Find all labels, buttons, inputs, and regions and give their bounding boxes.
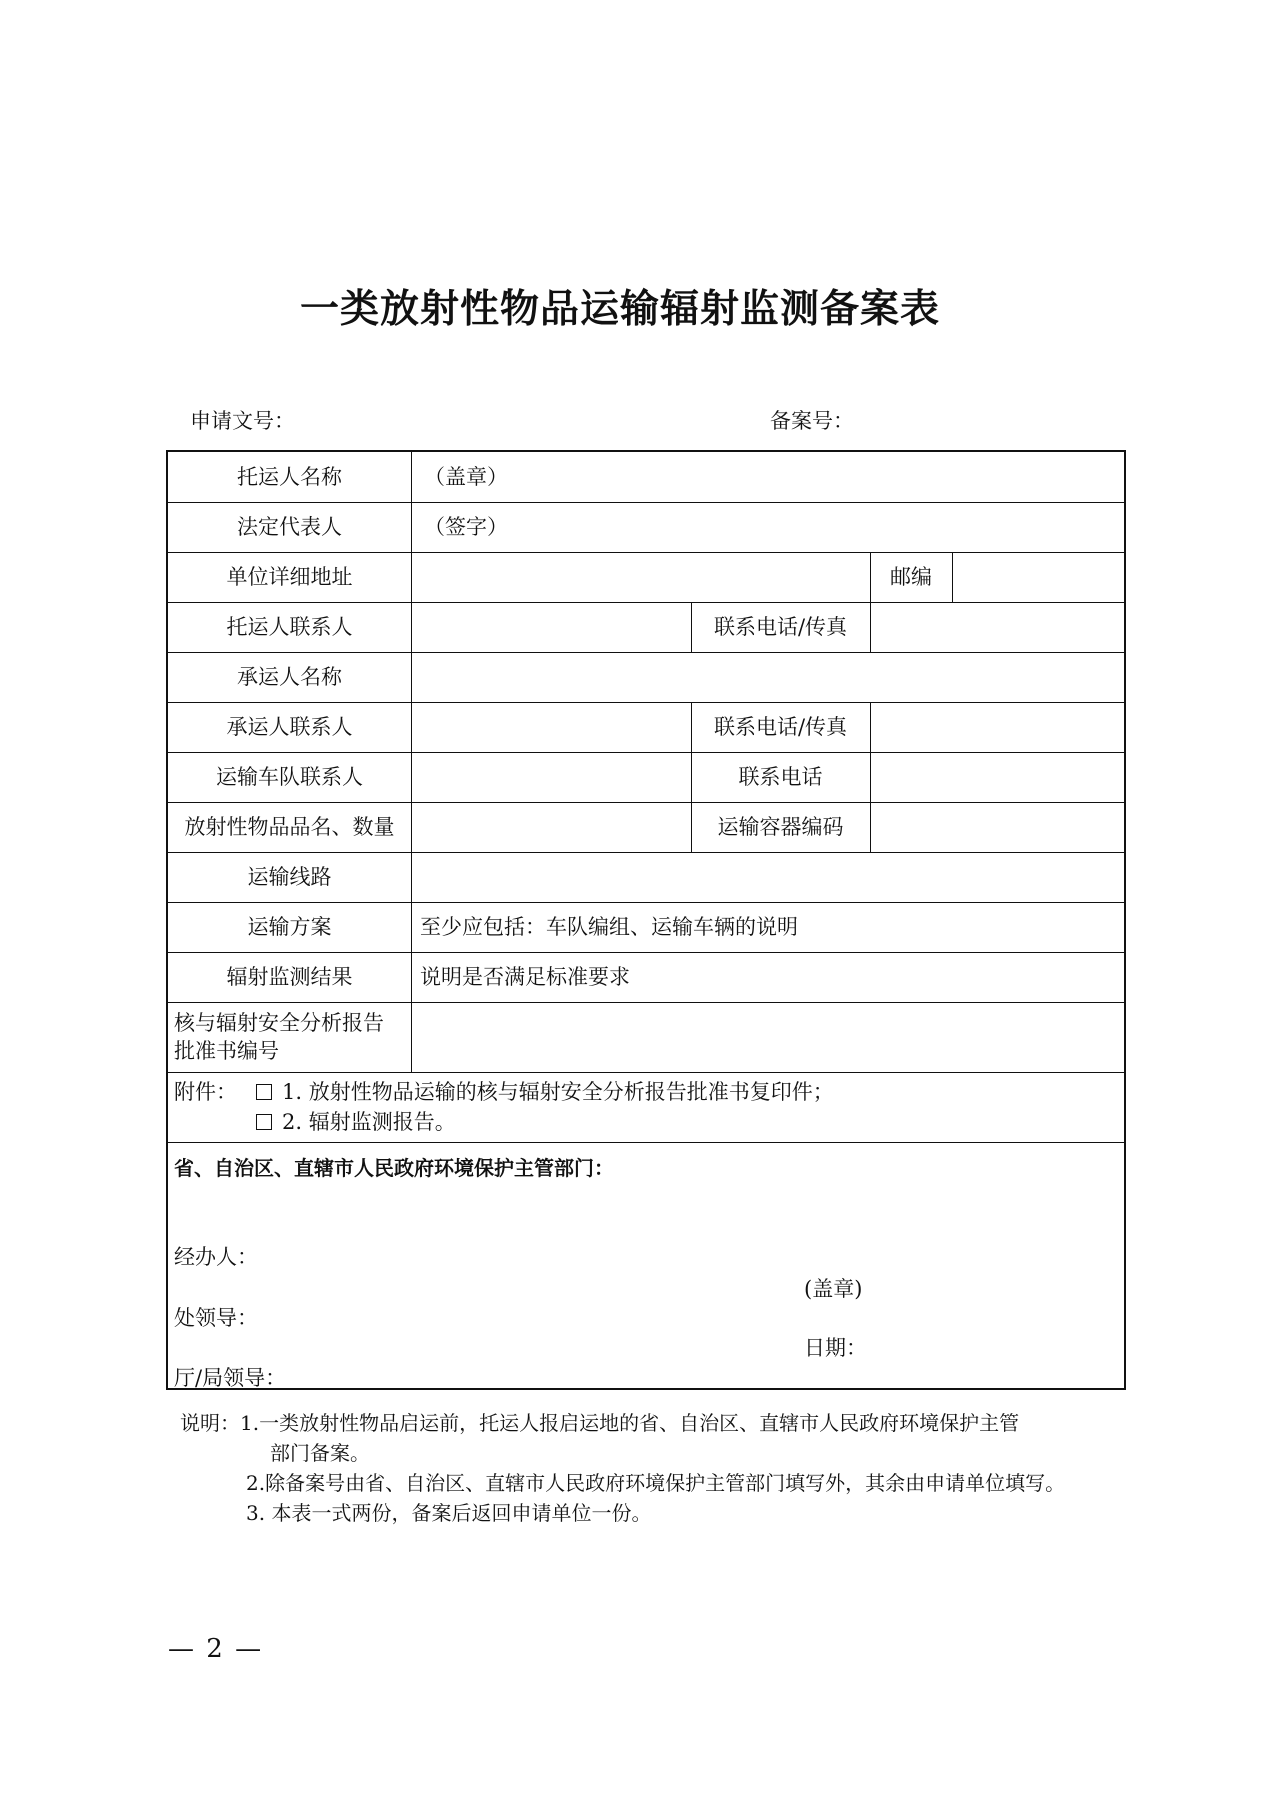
attachment-item-1-text: 1. 放射性物品运输的核与辐射安全分析报告批准书复印件； bbox=[282, 1080, 834, 1104]
plan-note: 至少应包括：车队编组、运输车辆的说明 bbox=[420, 915, 798, 939]
row-divider bbox=[168, 602, 1124, 603]
row-divider bbox=[168, 552, 1124, 553]
form-title: 一类放射性物品运输辐射监测备案表 bbox=[299, 287, 940, 332]
notes-prefix: 说明： bbox=[180, 1411, 240, 1435]
column-divider bbox=[870, 602, 871, 652]
division-leader-label: 处领导： bbox=[174, 1306, 258, 1330]
row-divider bbox=[168, 752, 1124, 753]
report-no-label-line1: 核与辐射安全分析报告 bbox=[174, 1011, 384, 1035]
address-label: 单位详细地址 bbox=[226, 565, 353, 589]
attachment-item-2 bbox=[256, 1108, 456, 1136]
row-divider bbox=[168, 702, 1124, 703]
row-divider bbox=[168, 952, 1124, 953]
route-label: 运输线路 bbox=[247, 865, 332, 889]
checkbox[interactable] bbox=[256, 1084, 272, 1100]
shipper-phone-label: 联系电话/传真 bbox=[713, 615, 848, 639]
attachment-item-2-text: 2. 辐射监测报告。 bbox=[282, 1110, 456, 1134]
plan-label: 运输方案 bbox=[247, 915, 332, 939]
shipper-seal-note: （盖章） bbox=[424, 465, 508, 489]
seal-note: (盖章) bbox=[804, 1277, 863, 1301]
monitoring-note: 说明是否满足标准要求 bbox=[420, 965, 630, 989]
monitoring-label: 辐射监测结果 bbox=[226, 965, 353, 989]
notes-section bbox=[180, 1408, 1065, 1528]
note-1-line-2: 部门备案。 bbox=[270, 1441, 370, 1465]
container-code-label: 运输容器编码 bbox=[717, 815, 844, 839]
bureau-leader-label: 厅/局领导： bbox=[174, 1366, 287, 1390]
column-divider bbox=[952, 552, 953, 602]
note-3: 3. 本表一式两份，备案后返回申请单位一份。 bbox=[246, 1501, 652, 1525]
column-divider bbox=[870, 702, 871, 852]
attachment-item-1 bbox=[256, 1078, 834, 1106]
checkbox[interactable] bbox=[256, 1114, 272, 1130]
handler-label: 经办人： bbox=[174, 1245, 258, 1269]
material-label: 放射性物品品名、数量 bbox=[184, 815, 395, 839]
note-2: 2.除备案号由省、自治区、直辖市人民政府环境保护主管部门填写外，其余由申请单位填写。 bbox=[246, 1471, 1066, 1495]
row-divider bbox=[168, 1072, 1124, 1073]
row-divider bbox=[168, 852, 1124, 853]
postcode-label: 邮编 bbox=[890, 565, 932, 589]
report-no-label-line2: 批准书编号 bbox=[174, 1039, 279, 1063]
shipper-contact-label: 托运人联系人 bbox=[226, 615, 353, 639]
shipper-name-label: 托运人名称 bbox=[237, 465, 342, 489]
row-divider bbox=[168, 902, 1124, 903]
filing-table bbox=[166, 450, 1126, 1390]
row-divider bbox=[168, 652, 1124, 653]
filing-no-label: 备案号： bbox=[770, 409, 854, 433]
carrier-phone-label: 联系电话/传真 bbox=[713, 715, 848, 739]
date-label: 日期： bbox=[804, 1336, 867, 1360]
fleet-contact-label: 运输车队联系人 bbox=[216, 765, 363, 789]
column-divider bbox=[411, 452, 412, 1072]
row-divider bbox=[168, 1002, 1124, 1003]
application-no-label: 申请文号： bbox=[190, 409, 295, 433]
authority-heading: 省、自治区、直辖市人民政府环境保护主管部门： bbox=[174, 1156, 614, 1180]
carrier-name-label: 承运人名称 bbox=[237, 665, 342, 689]
row-divider bbox=[168, 502, 1124, 503]
legal-rep-label: 法定代表人 bbox=[237, 515, 342, 539]
row-divider bbox=[168, 802, 1124, 803]
fleet-phone-label: 联系电话 bbox=[738, 765, 823, 789]
row-divider bbox=[168, 1142, 1124, 1143]
legal-rep-sign-note: （签字） bbox=[424, 515, 508, 539]
page-number: — 2 — bbox=[168, 1634, 264, 1664]
carrier-contact-label: 承运人联系人 bbox=[226, 715, 353, 739]
note-1-line-1: 1.一类放射性物品启运前，托运人报启运地的省、自治区、直辖市人民政府环境保护主管 bbox=[240, 1411, 1020, 1435]
attachments-label: 附件： bbox=[174, 1080, 237, 1104]
